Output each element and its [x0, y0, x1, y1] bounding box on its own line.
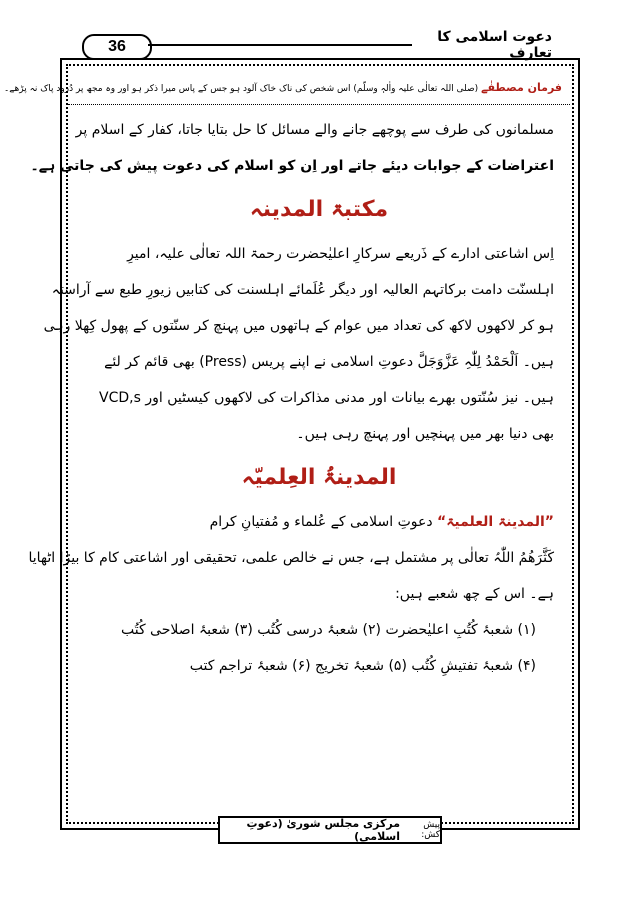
- paragraph-line: ہے۔ اس کے چھ شعبے ہیں:: [395, 586, 554, 602]
- paragraph-line: اہلسنّت دامت برکاتہم العالیہ اور دیگر عُلَمائے اہلسنت کی کتابیں زیورِ طبع سے آراستہ: [51, 282, 554, 298]
- paragraph-line: ہیں۔ اَلْحَمْدُ لِلّٰہِ عَزَّوَجَلَّ دعوتِ اسلامی نے اپنے پریس (Press) بھی قائم کر لئے: [104, 354, 554, 370]
- section-heading-ilmiya: المدینۃُ العِلمیّہ: [241, 465, 397, 490]
- book-title: دعوت اسلامی کا تعارف: [437, 29, 552, 61]
- paragraph-line: بھی دنیا بھر میں پہنچیں اور پہنچ رہی ہیں۔: [296, 426, 554, 442]
- page-number-text: 36: [108, 38, 126, 55]
- page-number: [82, 34, 152, 60]
- departments-row: (۱) شعبۂ کُتُبِ اعلیٰحضرت (۲) شعبۂ درسی کُتُب (۳) شعبۂ اصلاحی کُتُب: [120, 622, 536, 638]
- publisher-label: پیش کش:: [421, 820, 440, 840]
- publisher-name: مرکزی مجلس شوریٰ (دعوتِ اسلامی): [246, 817, 401, 843]
- paragraph-text: دعوتِ اسلامی کے عُلماء و مُفتیانِ کرام: [209, 514, 433, 530]
- saying-text: (صلی اللہ تعالٰی علیہ واٰلہٖ وسلّم) اس شخص کی ناک خاک آلود ہو جس کے پاس میرا ذکر ہو اور وہ مجھ پر دُرود پاک نہ پڑھے۔: [3, 84, 479, 94]
- publisher-box: [218, 816, 442, 844]
- ilmiya-name: ”المدینۃ العلمیۃ“: [437, 514, 554, 530]
- paragraph-line: [84, 504, 554, 540]
- saying-divider: [68, 104, 570, 105]
- header-rule: [148, 44, 412, 46]
- book-title-badge: [412, 29, 552, 61]
- paragraph-line: کَثَّرَھُمُ اللّٰہُ تعالٰی پر مشتمل ہے، جس نے خالص علمی، تحقیقی اور اشاعتی کام کا بیڑا اٹھایا: [28, 550, 554, 566]
- paragraph-line: ہو کر لاکھوں لاکھ کی تعداد میں عوام کے ہاتھوں میں پہنچ کر سنّتوں کے پھول کِھلا رہی: [43, 318, 554, 334]
- section-heading-maktaba: مکتبۃ المدینہ: [249, 197, 389, 222]
- main-content: [28, 112, 554, 684]
- paragraph-line: مسلمانوں کی طرف سے پوچھے جانے والے مسائل کا حل بتایا جاتا، کفار کے اسلام پر: [75, 122, 554, 138]
- prophetic-saying: [3, 74, 562, 102]
- departments-row: (۴) شعبۂ تفتیشِ کُتُب (۵) شعبۂ تخریج (۶) شعبۂ تراجم کتب: [189, 658, 536, 674]
- paragraph-line: ہیں۔ نیز سُنّتوں بھرے بیانات اور مدنی مذاکرات کی لاکھوں کیسٹیں اور VCD,s: [99, 390, 554, 406]
- saying-label: فرمان مصطفٰے: [481, 81, 562, 94]
- paragraph-line: اِس اشاعتی ادارے کے ذَریعے سرکارِ اعلیٰحضرت رحمۃ اللہ تعالٰی علیہ، امیرِ: [127, 246, 554, 262]
- paragraph-line: اعتراضات کے جوابات دیئے جاتے اور اِن کو اسلام کی دعوت پیش کی جاتی ہے۔: [30, 158, 554, 174]
